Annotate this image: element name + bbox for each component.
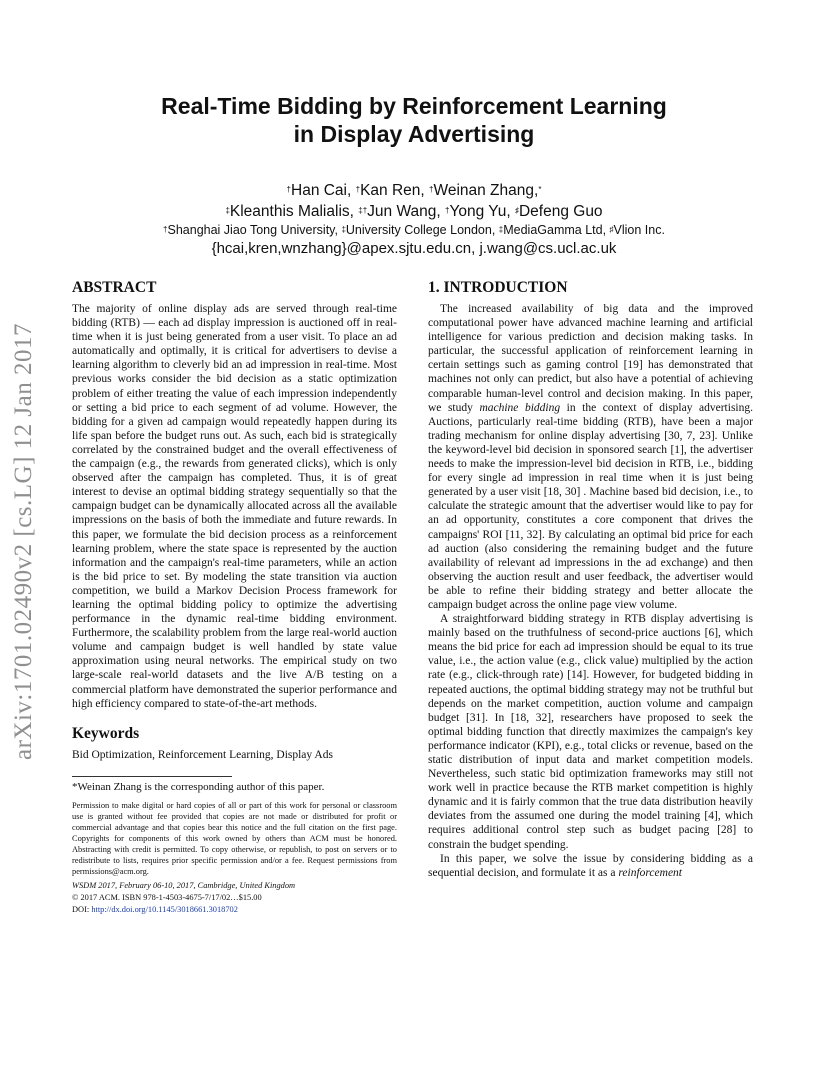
affiliation-name: University College London,	[345, 223, 499, 237]
author-name: Han Cai,	[291, 182, 356, 199]
affiliation-mark: ‡	[341, 225, 346, 234]
copyright-line: © 2017 ACM. ISBN 978-1-4503-4675-7/17/02…$15.00	[72, 892, 262, 902]
affiliation-mark: †	[444, 206, 450, 215]
introduction-heading: 1. INTRODUCTION	[428, 279, 568, 296]
affiliation-mark: ‡	[225, 206, 230, 215]
author-name: Weinan Zhang,	[433, 182, 539, 199]
doi-link[interactable]: http://dx.doi.org/10.1145/3018661.3018702	[91, 904, 238, 914]
affiliation-mark: †	[429, 185, 434, 194]
affiliation-mark: ♯	[514, 206, 519, 215]
affiliation-mark: ‡†	[358, 206, 368, 215]
author-name: Defeng Guo	[518, 203, 603, 220]
doi-line	[72, 904, 397, 916]
author-line-2	[0, 201, 828, 222]
left-column	[72, 279, 397, 916]
permission-notice: Permission to make digital or hard copies of all or part of this work for personal or classroom use is granted without fee provided that copies are not made or distributed for profit or commercial advantage and that copies bear this notice and the full citation on the first page. Copyrights for components of this work owned by others than ACM must be honored. Abstracting with credit is permitted. To copy otherwise, or republish, to post on servers or to redistribute to lists, requires prior specific permission and/or a fee. Request permissions from permissions@acm.org.	[72, 800, 397, 876]
author-name: Jun Wang,	[367, 203, 445, 220]
corresponding-mark: *	[538, 185, 542, 194]
conference-info	[72, 880, 397, 916]
affiliation-mark: ♯	[609, 225, 614, 234]
abstract-text: The majority of online display ads are served through real-time bidding (RTB) — each ad display impression is auctioned off in real-time when it is just being generated from a user visit. To place an ad automatically and optimally, it is critical for advertisers to devise a learning algorithm to cleverly bid an ad impression in real-time. Most previous works consider the bid decision as a static optimization problem of either treating the value of each impression independently or setting a bid price to each segment of ad volume. However, the bidding for a given ad campaign would repeatedly happen during its life span before the budget runs out. As such, each bid is strategically correlated by the constrained budget and the overall effectiveness of the campaign (e.g., the rewards from generated clicks), which is only observed after the campaign has completed. Thus, it is of great interest to devise an optimal bidding strategy sequentially so that the campaign budget can be dynamically allocated across all the available impressions on the basis of both the immediate and future rewards. In this paper, we formulate the bid decision process as a reinforcement learning problem, where the state space is represented by the auction information and the campaign's real-time parameters, while an action is the bid price to set. By modeling the state transition via auction competition, we build a Markov Decision Process framework for learning the optimal bidding policy to optimize the advertising performance in the dynamic real-time bidding environment. Furthermore, the scalability problem from the large real-world auction volume and campaign budget is well handled by state value approximation using neural networks. The empirical study on two large-scale real-world datasets and the live A/B testing on a commercial platform have demonstrated the superior performance and high efficiency compared to state-of-the-art methods.	[72, 303, 397, 710]
intro-text: in the context of display advertising. Auctions, particularly real-time bidding (RTB), have been a major trading mechanism for online display advertising [30, 7, 23]. Unlike the keyword-level bid decision in sponsored search [1], the advertiser needs to make the impression-level bid decision in RTB, i.e., bidding for every single ad impression in real time when it is just being generated by a user visit [18, 30] . Machine based bid decision, i.e., to calculate the strategic amount that the advertiser would like to pay for an ad opportunity, constitutes a core component that drives the campaigns' ROI [11, 32]. By calculating an optimal bid price for each ad auction (also considering the remaining budget and the future availability of relevant ad impressions in the ad exchange) and then observing the auction result and user feedback, the advertiser would be able to refine their bidding strategy and better allocate the campaign budget across the online page view volume.	[428, 401, 753, 611]
intro-emphasis: machine bidding	[479, 401, 561, 414]
affiliation-mark: ‡	[498, 225, 504, 234]
affiliation-mark: †	[355, 185, 361, 194]
intro-text: In this paper, we solve the issue by considering bidding as a sequential decision, and formulate it as a	[428, 852, 753, 879]
arxiv-stamp: arXiv:1701.02490v2 [cs.LG] 12 Jan 2017	[10, 323, 37, 760]
affiliation-mark: †	[286, 185, 291, 194]
intro-paragraph-3	[428, 852, 753, 880]
affiliation-name: Vlion Inc.	[613, 223, 665, 237]
keywords-text: Bid Optimization, Reinforcement Learning, Display Ads	[72, 748, 333, 761]
author-name: Kan Ren,	[360, 182, 430, 199]
intro-paragraph-2: A straightforward bidding strategy in RTB display advertising is mainly based on the truthfulness of second-price auctions [6], which means the bid price for each ad impression should be equal to its true value, i.e., the action value (e.g., click value) multiplied by the action rate (e.g., click-through rate) [14]. However, for budgeted bidding in repeated auctions, the optimal bidding strategy may not be truthful but depends on the market competition, auction volume and campaign budget [31]. In [18, 32], researchers have proposed to seek the optimal bidding function that directly maximizes the campaign's key performance indicator (KPI), e.g., total clicks or revenue, based on the static distribution of input data and market competition models. Nevertheless, such static bid optimization frameworks may still not work well in practice because the RTB market competition is highly dynamic and it is fairly common that the true data distribution heavily deviates from the assumed one during the model training [4], which requires additional control step such as budget pacing [28] to constrain the budget spending.	[428, 613, 753, 851]
author-emails: {hcai,kren,wnzhang}@apex.sjtu.edu.cn, j.wang@cs.ucl.ac.uk	[211, 240, 617, 257]
affiliations	[0, 222, 828, 239]
author-line-1	[0, 180, 828, 201]
intro-paragraph-1	[428, 302, 753, 612]
affiliation-name: MediaGamma Ltd,	[503, 223, 610, 237]
abstract-heading: ABSTRACT	[72, 279, 157, 296]
right-column	[428, 279, 753, 880]
author-name: Kleanthis Malialis,	[229, 203, 359, 220]
affiliation-mark: †	[163, 225, 168, 234]
intro-emphasis: reinforcement	[618, 866, 682, 879]
paper-title	[0, 92, 828, 148]
title-line-2: in Display Advertising	[293, 121, 535, 147]
author-name: Yong Yu,	[449, 203, 515, 220]
intro-text: The increased availability of big data and the improved computational power have advanced machine learning and artificial intelligence for various prediction and decision making tasks. In particular, the successful application of reinforcement learning in certain settings such as gaming control [19] has demonstrated that machines not only can predict, but also have a potential of achieving comparable human-level control and decision making. In this paper, we study	[428, 303, 753, 414]
keywords-heading: Keywords	[72, 724, 140, 742]
footnote-divider	[72, 776, 232, 777]
author-block	[0, 180, 828, 258]
conference-venue: WSDM 2017, February 06-10, 2017, Cambridge, United Kingdom	[72, 880, 296, 890]
affiliation-name: Shanghai Jiao Tong University,	[167, 223, 342, 237]
title-line-1: Real-Time Bidding by Reinforcement Learning	[161, 93, 667, 119]
corresponding-author-footnote: *Weinan Zhang is the corresponding author of this paper.	[72, 780, 325, 793]
doi-label: DOI:	[72, 904, 92, 914]
